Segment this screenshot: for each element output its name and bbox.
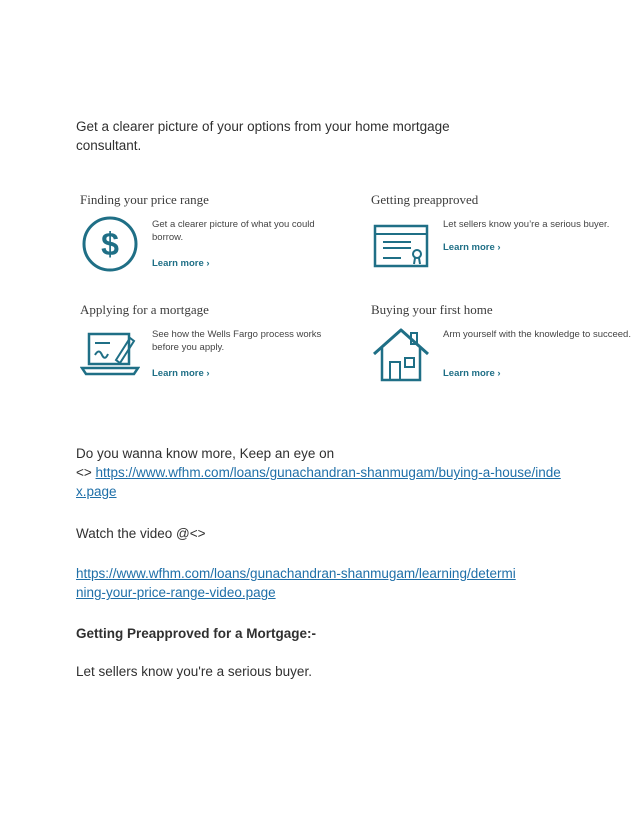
laptop-signature-icon (80, 324, 140, 384)
services-grid (80, 192, 638, 382)
more-info-paragraph (76, 444, 566, 501)
card-price-range (80, 192, 350, 274)
learn-more-link[interactable]: Learn more › (443, 242, 501, 253)
card-description: Let sellers know you’re a serious buyer. (443, 219, 610, 230)
card-preapproved (371, 192, 638, 274)
closing-text: Let sellers know you're a serious buyer. (76, 664, 312, 679)
card-title: Applying for a mortgage (80, 302, 209, 317)
card-title: Finding your price range (80, 192, 209, 207)
card-title: Buying your first home (371, 302, 493, 317)
card-description: See how the Wells Fargo process works before you apply. (152, 329, 322, 353)
card-title: Getting preapproved (371, 192, 479, 207)
dollar-icon (80, 214, 140, 274)
learn-more-link[interactable]: Learn more › (152, 258, 210, 269)
video-link[interactable]: https://www.wfhm.com/loans/gunachandran-shanmugam/learning/determining-your-price-range-video.page (76, 566, 516, 600)
card-description: Arm yourself with the knowledge to succeed. (443, 329, 631, 340)
card-applying (80, 302, 350, 384)
learn-more-link[interactable]: Learn more › (152, 368, 210, 379)
learn-more-link[interactable]: Learn more › (443, 368, 501, 379)
more-info-text: Do you wanna know more, Keep an eye on (76, 446, 335, 461)
buying-house-link[interactable]: https://www.wfhm.com/loans/gunachandran-shanmugam/buying-a-house/index.page (76, 465, 561, 499)
section-heading: Getting Preapproved for a Mortgage:- (76, 626, 317, 641)
watch-video-text: Watch the video @<> (76, 526, 206, 541)
video-link-paragraph (76, 564, 516, 602)
certificate-icon (371, 214, 431, 274)
svg-text:$: $ (101, 226, 119, 262)
house-icon (371, 324, 431, 384)
card-first-home (371, 302, 638, 384)
card-description: Get a clearer picture of what you could borrow. (152, 219, 315, 243)
intro-text: Get a clearer picture of your options from your home mortgage consultant. (76, 119, 450, 153)
link-prefix: <> (76, 465, 96, 480)
